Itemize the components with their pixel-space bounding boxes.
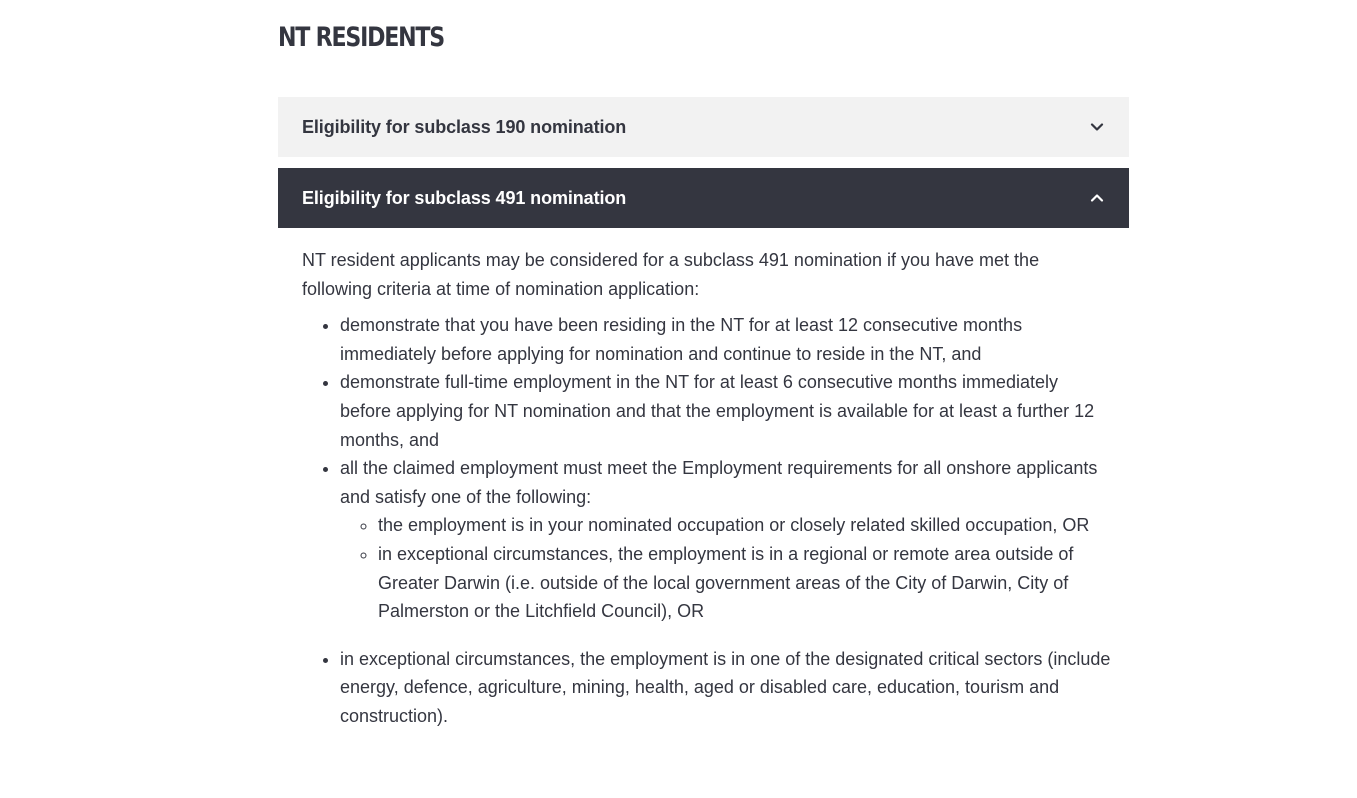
list-item (340, 311, 1112, 368)
accordion-title: Eligibility for subclass 491 nomination (302, 187, 627, 208)
accordion-title: Eligibility for subclass 190 nomination (302, 116, 627, 137)
list-item (340, 454, 1112, 626)
sub-list-item (378, 511, 1112, 540)
chevron-up-icon (1089, 190, 1105, 206)
accordion-header-subclass-190[interactable] (278, 97, 1129, 157)
chevron-down-icon (1089, 119, 1105, 135)
sub-criteria-list (340, 511, 1112, 625)
sub-criteria-text: in exceptional circumstances, the employment is in a regional or remote area outside of Greater Darwin (i.e. outside of the local government areas of the City of Darwin, City of Palmerston or the Litchfield Council), OR (378, 543, 1074, 622)
list-item (340, 645, 1112, 731)
list-item (340, 368, 1112, 454)
accordion-header-subclass-491[interactable] (278, 168, 1129, 228)
intro-text: NT resident applicants may be considered for a subclass 491 nomination if you have met the following criteria at time of nomination application: (302, 250, 1040, 299)
criteria-text: in exceptional circumstances, the employment is in one of the designated critical sectors (include energy, defence, agriculture, mining, health, aged or disabled care, education, tourism and construction). (340, 648, 1111, 726)
page-title: NT RESIDENTS (278, 22, 445, 53)
sub-criteria-text: the employment is in your nominated occupation or closely related skilled occupation, OR (378, 515, 1090, 536)
criteria-text: all the claimed employment must meet the Employment requirements for all onshore applicants and satisfy one of the following: (340, 458, 1098, 507)
criteria-text: demonstrate that you have been residing in the NT for at least 12 consecutive months immediately before applying for nomination and continue to reside in the NT, and (340, 315, 1023, 364)
accordion-panel-subclass-491 (302, 246, 1112, 731)
criteria-list (302, 311, 1112, 730)
sub-list-item (378, 540, 1112, 626)
criteria-text: demonstrate full-time employment in the NT for at least 6 consecutive months immediately before applying for NT nomination and that the employment is available for at least a further 12 months, and (340, 372, 1095, 450)
